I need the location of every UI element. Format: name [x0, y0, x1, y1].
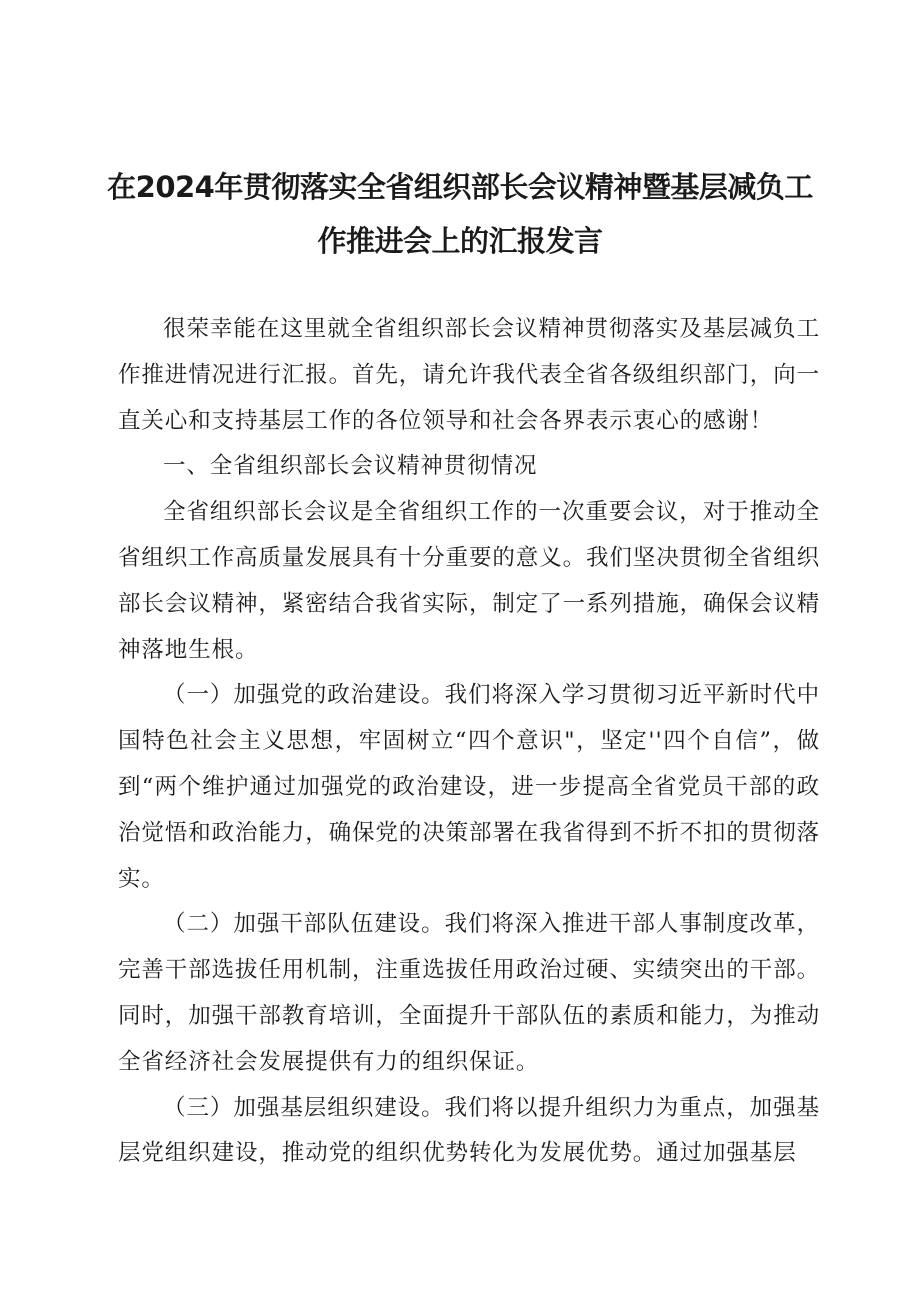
document-body [118, 307, 820, 1177]
paragraph-political-building: （一）加强党的政治建设。我们将深入学习贯彻习近平新时代中国特色社会主义思想，牢固树立“四个意识"，坚定''四个自信”，做到“两个维护通过加强党的政治建设，进一步提高全省党员干部的政治觉悟和政治能力，确保党的决策部署在我省得到不折不扣的贯彻落实。 [118, 682, 821, 892]
section-heading-1: 一、全省组织部长会议精神贯彻情况 [163, 453, 538, 480]
title-line-1: 在2024年贯彻落实全省组织部长会议精神暨基层减负工 [107, 170, 813, 204]
paragraph-intro: 很荣幸能在这里就全省组织部长会议精神贯彻落实及基层减负工作推进情况进行汇报。首先，请允许我代表全省各级组织部门，向一直关心和支持基层工作的各位领导和社会各界表示衷心的感谢！ [118, 316, 821, 434]
paragraph-overview: 全省组织部长会议是全省组织工作的一次重要会议，对于推动全省组织工作高质量发展具有十分重要的意义。我们坚决贯彻全省组织部长会议精神，紧密结合我省实际，制定了一系列措施，确保会议精神落地生根。 [118, 499, 821, 663]
paragraph-cadre-building: （二）加强干部队伍建设。我们将深入推进干部人事制度改革，完善干部选拔任用机制，注重选拔任用政治过硬、实绩突出的干部。同时，加强干部教育培训，全面提升干部队伍的素质和能力，为推动全省经济社会发展提供有力的组织保证。 [118, 911, 821, 1075]
document-title [90, 160, 830, 268]
title-line-2: 作推进会上的汇报发言 [317, 224, 603, 258]
paragraph-grassroots-building: （三）加强基层组织建设。我们将以提升组织力为重点，加强基层党组织建设，推动党的组织优势转化为发展优势。通过加强基层 [118, 1094, 820, 1167]
